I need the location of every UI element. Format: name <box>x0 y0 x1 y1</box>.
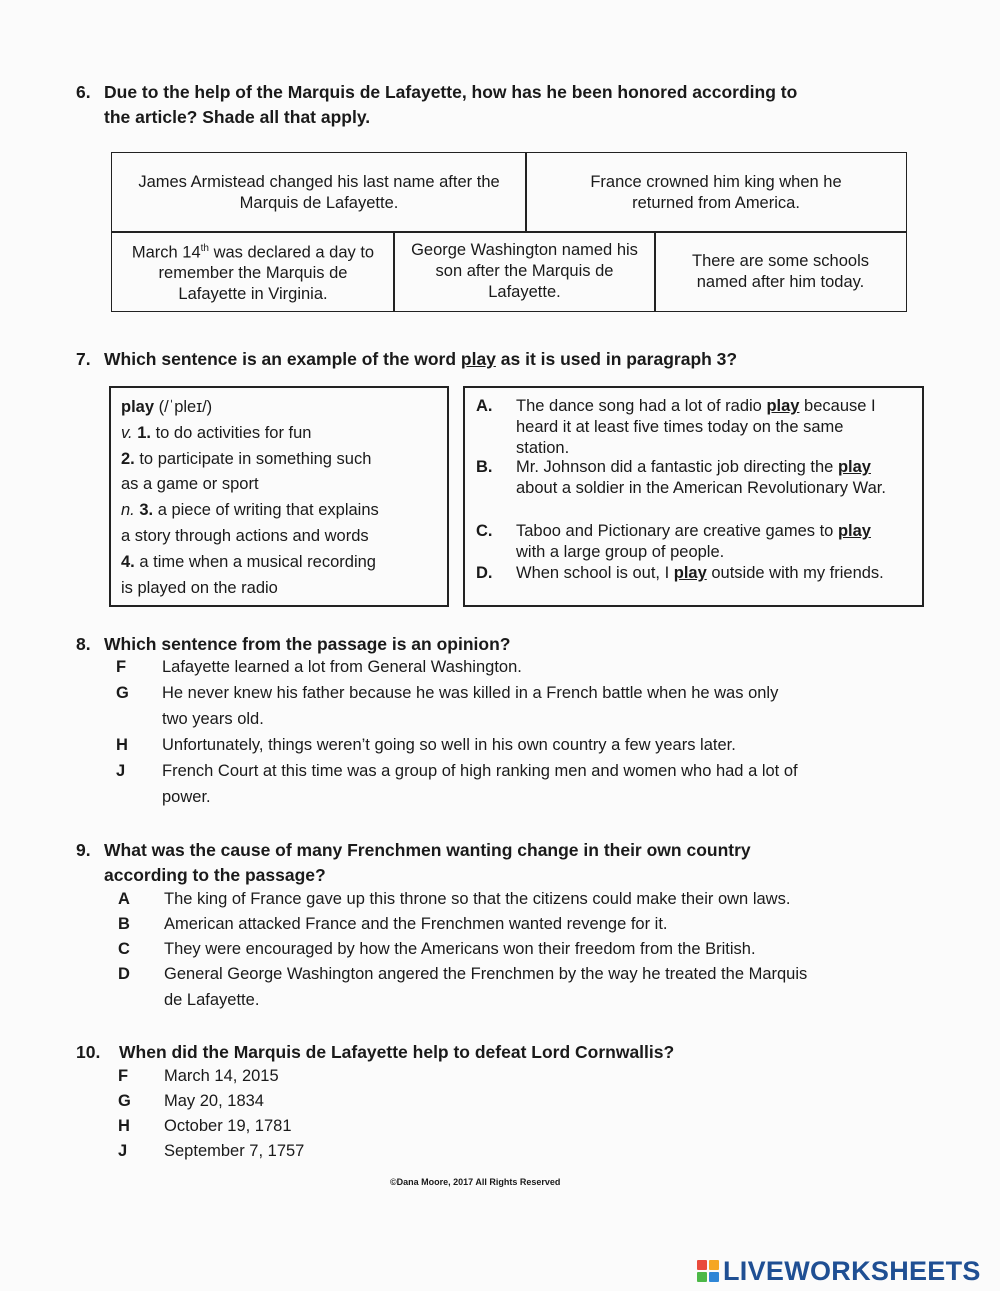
logo-text: LIVEWORKSHEETS <box>723 1255 981 1286</box>
options-box: A. The dance song had a lot of radio play because I heard it at least five times today on the same station. B. Mr. Johnson did a fantastic job directing the play about a soldier in the American Revolutionary War. C. Taboo and Pictionary are creative games to play with a large group of people. D. When school is out, I play outside with my friends. <box>463 386 924 607</box>
pronunciation: (/ˈpleɪ/) <box>158 398 213 416</box>
liveworksheets-logo-icon <box>697 1260 719 1282</box>
answer-cell-armistead[interactable]: James Armistead changed his last name after the Marquis de Lafayette. <box>111 152 527 233</box>
definition-content: play (/ˈpleɪ/) v. 1. to do activities for fun 2. to participate in something such as a game or sport n. 3. a piece of writing that explains a story through actions and words 4. a time when a musical recording is played on the radio <box>121 398 379 597</box>
question-number: 9. <box>76 840 91 860</box>
definition-4: a time when a musical recording <box>134 552 376 571</box>
question-6 <box>76 80 916 132</box>
answer-cell-king[interactable]: France crowned him king when he returned from America. <box>525 152 907 233</box>
definition-3: a piece of writing that explains <box>153 501 379 520</box>
logo-square-orange <box>709 1260 719 1270</box>
question-number: 7. <box>76 349 91 369</box>
question-9 <box>76 838 916 890</box>
answer-cell-march-14[interactable]: March 14th was declared a day to remember the Marquis de Lafayette in Virginia. <box>111 231 395 312</box>
question-7: 7. Which sentence is an example of the word play as it is used in paragraph 3? <box>76 347 916 373</box>
answer-cell-son-named[interactable]: George Washington named his son after the Marquis de Lafayette. <box>393 231 656 312</box>
question-text: Which sentence from the passage is an opinion? <box>104 634 511 654</box>
copyright-footer: ©Dana Moore, 2017 All Rights Reserved <box>390 1177 561 1187</box>
question-number: 10. <box>76 1042 101 1062</box>
question-number: 8. <box>76 634 91 654</box>
question-text-line-2: according to the passage? <box>104 865 326 885</box>
question-text: Which sentence is an example of the word <box>104 349 461 369</box>
question-number: 6. <box>76 82 91 102</box>
definition-box <box>109 386 449 607</box>
question-text-line-1: Due to the help of the Marquis de Lafayette, how has he been honored according to <box>104 82 798 102</box>
question-text: When did the Marquis de Lafayette help to defeat Lord Cornwallis? <box>119 1042 675 1062</box>
headword: play <box>121 398 155 416</box>
question-text-line-1: What was the cause of many Frenchmen wanting change in their own country <box>104 840 751 860</box>
keyword-play: play <box>460 349 496 369</box>
liveworksheets-logo <box>697 1257 981 1285</box>
definition-2: to participate in something such <box>134 449 372 468</box>
logo-square-blue <box>709 1272 719 1282</box>
question-text-line-2: the article? Shade all that apply. <box>104 107 371 127</box>
logo-square-green <box>697 1272 707 1282</box>
answer-cell-schools[interactable]: There are some schools named after him today. <box>654 231 907 312</box>
definition-1: to do activities for fun <box>150 423 312 442</box>
logo-square-red <box>697 1260 707 1270</box>
